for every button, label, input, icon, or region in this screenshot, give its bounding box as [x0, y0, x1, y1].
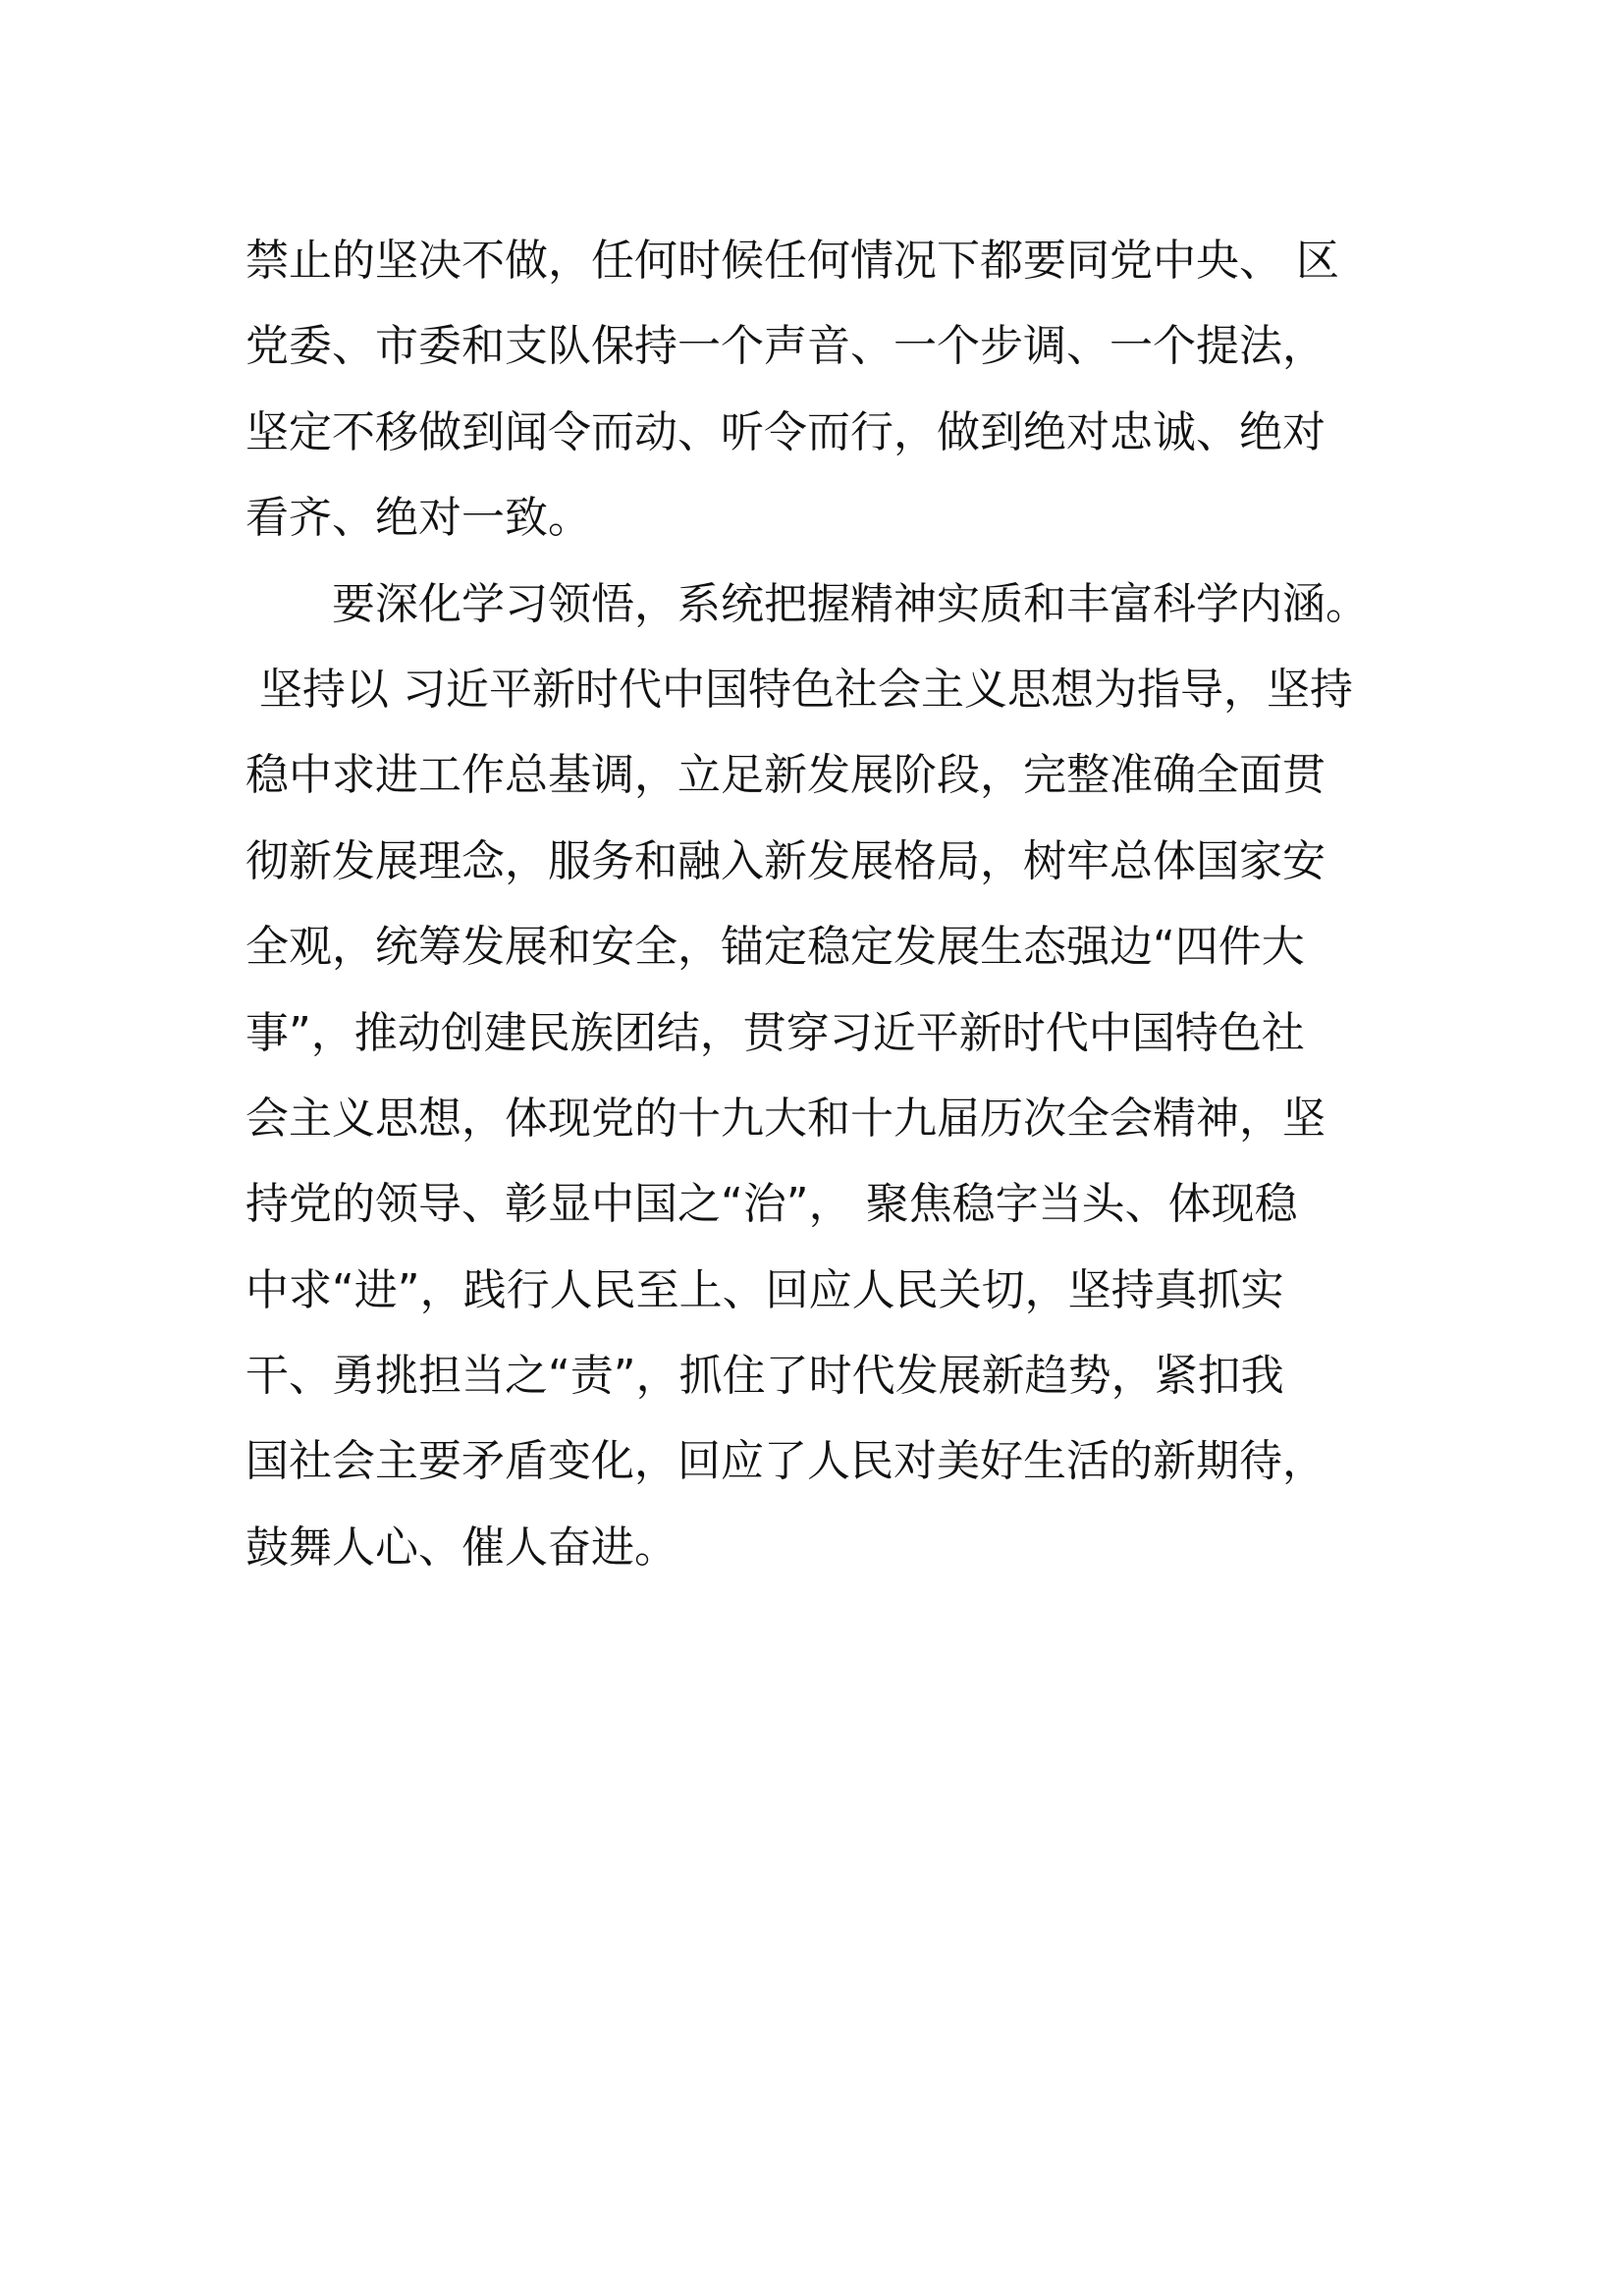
text-line: 中求“进”，践行人民至上、回应人民关切，坚持真抓实	[245, 1264, 1284, 1315]
text-line: 会主义思想，体现党的十九大和十九届历次全会精神，坚	[245, 1093, 1326, 1144]
text-line: 稳中求进工作总基调，立足新发展阶段，完整准确全面贯	[245, 750, 1326, 801]
text-line: 要深化学习领悟，系统把握精神实质和丰富科学内涵。	[245, 578, 1369, 629]
text-line: 看齐、绝对一致。	[245, 493, 591, 544]
body-text	[245, 218, 1424, 1590]
text-line: 全观，统筹发展和安全，锚定稳定发展生态强边“四件大	[245, 922, 1305, 973]
text-line: 禁止的坚决不做，任何时候任何情况下都要同党中央、 区	[245, 236, 1339, 286]
text-line: 坚持以 习近平新时代中国特色社会主义思想为指导，坚持	[245, 664, 1353, 715]
text-line: 事”，推动创建民族团结，贯穿习近平新时代中国特色社	[245, 1007, 1305, 1058]
text-line: 干、勇挑担当之“责”，抓住了时代发展新趋势，紧扣我	[245, 1351, 1284, 1402]
text-line: 国社会主要矛盾变化，回应了人民对美好生活的新期待，	[245, 1436, 1326, 1487]
text-line: 坚定不移做到闻令而动、听令而行，做到绝对忠诚、绝对	[245, 406, 1326, 457]
text-line: 党委、市委和支队保持一个声音、一个步调、一个提法，	[245, 321, 1326, 372]
text-line: 鼓舞人心、催人奋进。	[245, 1522, 677, 1573]
text-line: 彻新发展理念，服务和融入新发展格局，树牢总体国家安	[245, 835, 1326, 886]
text-line: 持党的领导、彰显中国之“治”， 聚焦稳字当头、体现稳	[245, 1179, 1298, 1230]
